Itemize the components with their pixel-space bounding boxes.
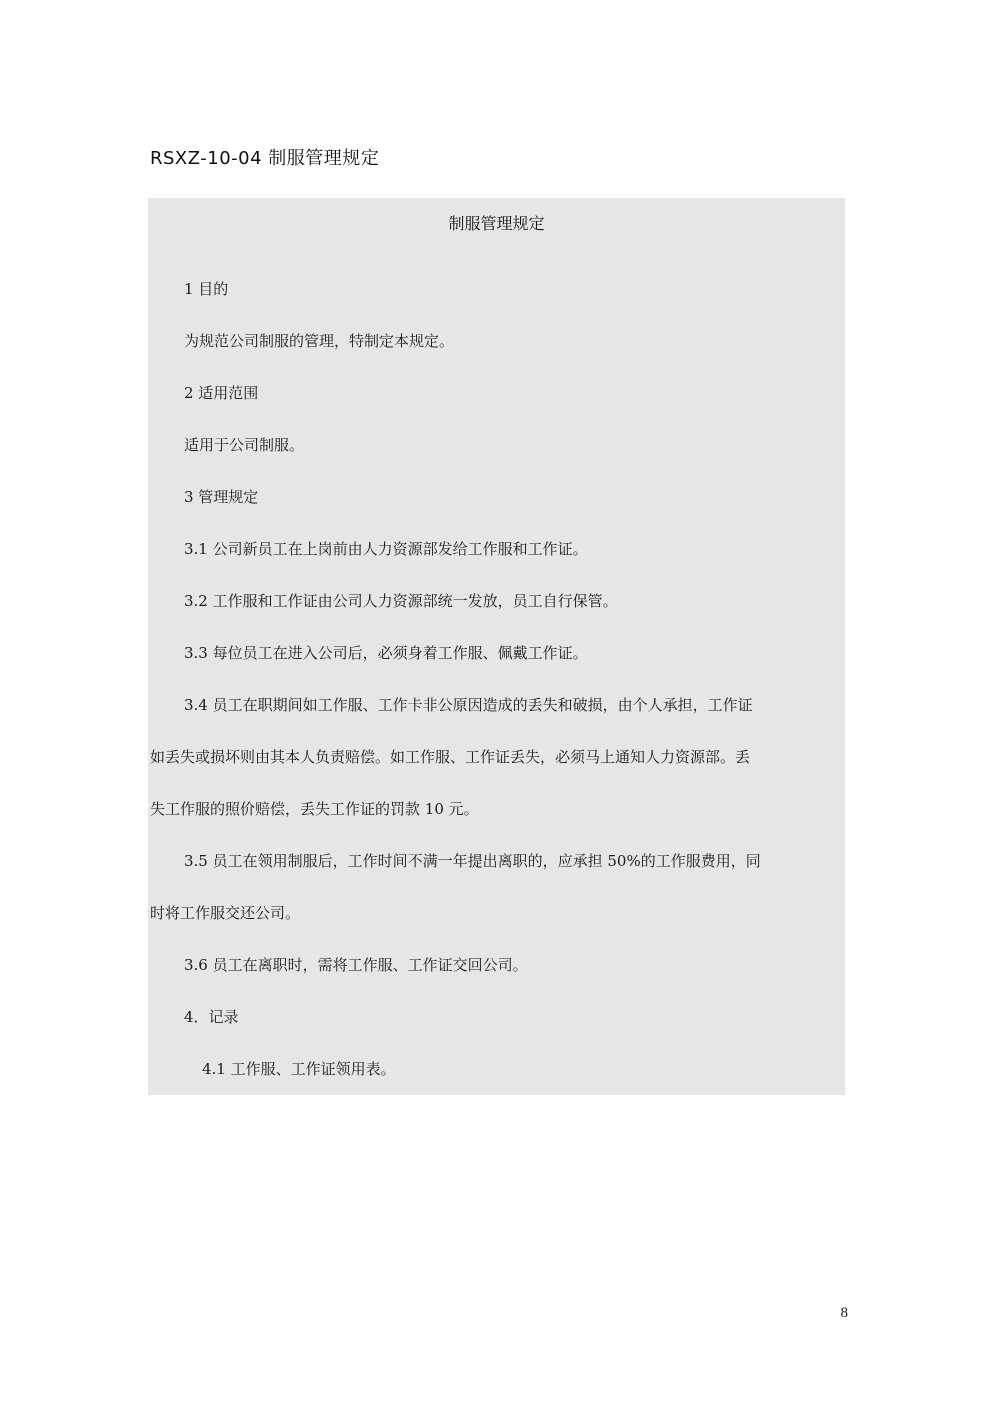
paragraph-scope: 适用于公司制服。 [184, 436, 305, 454]
document-code-title: RSXZ-10-04 制服管理规定 [150, 148, 380, 169]
rule-3-1: 3.1 公司新员工在上岗前由人力资源部发给工作服和工作证。 [184, 540, 588, 558]
rule-3-4-line-3: 失工作服的照价赔偿，丢失工作证的罚款 10 元。 [150, 800, 479, 818]
page-number: 8 [840, 1305, 848, 1321]
section-heading-rules: 3 管理规定 [184, 488, 259, 506]
section-heading-scope: 2 适用范围 [184, 384, 259, 402]
regulation-content-box [148, 198, 845, 1095]
paragraph-purpose: 为规范公司制服的管理，特制定本规定。 [184, 332, 455, 350]
rule-3-6: 3.6 员工在离职时，需将工作服、工作证交回公司。 [184, 956, 528, 974]
rule-3-2: 3.2 工作服和工作证由公司人力资源部统一发放，员工自行保管。 [184, 592, 618, 610]
section-heading-records: 4．记录 [184, 1008, 239, 1026]
rule-3-5-line-2: 时将工作服交还公司。 [150, 904, 301, 922]
rule-3-4-line-1: 3.4 员工在职期间如工作服、工作卡非公原因造成的丢失和破损，由个人承担，工作证 [184, 696, 753, 714]
rule-3-3: 3.3 每位员工在进入公司后，必须身着工作服、佩戴工作证。 [184, 644, 588, 662]
rule-3-4-line-2: 如丢失或损坏则由其本人负责赔偿。如工作服、工作证丢失，必须马上通知人力资源部。丢 [150, 748, 751, 766]
section-heading-purpose: 1 目的 [184, 280, 229, 298]
record-4-1: 4.1 工作服、工作证领用表。 [202, 1060, 396, 1078]
regulation-title: 制服管理规定 [448, 214, 545, 233]
rule-3-5-line-1: 3.5 员工在领用制服后，工作时间不满一年提出离职的，应承担 50%的工作服费用，同 [184, 852, 761, 870]
